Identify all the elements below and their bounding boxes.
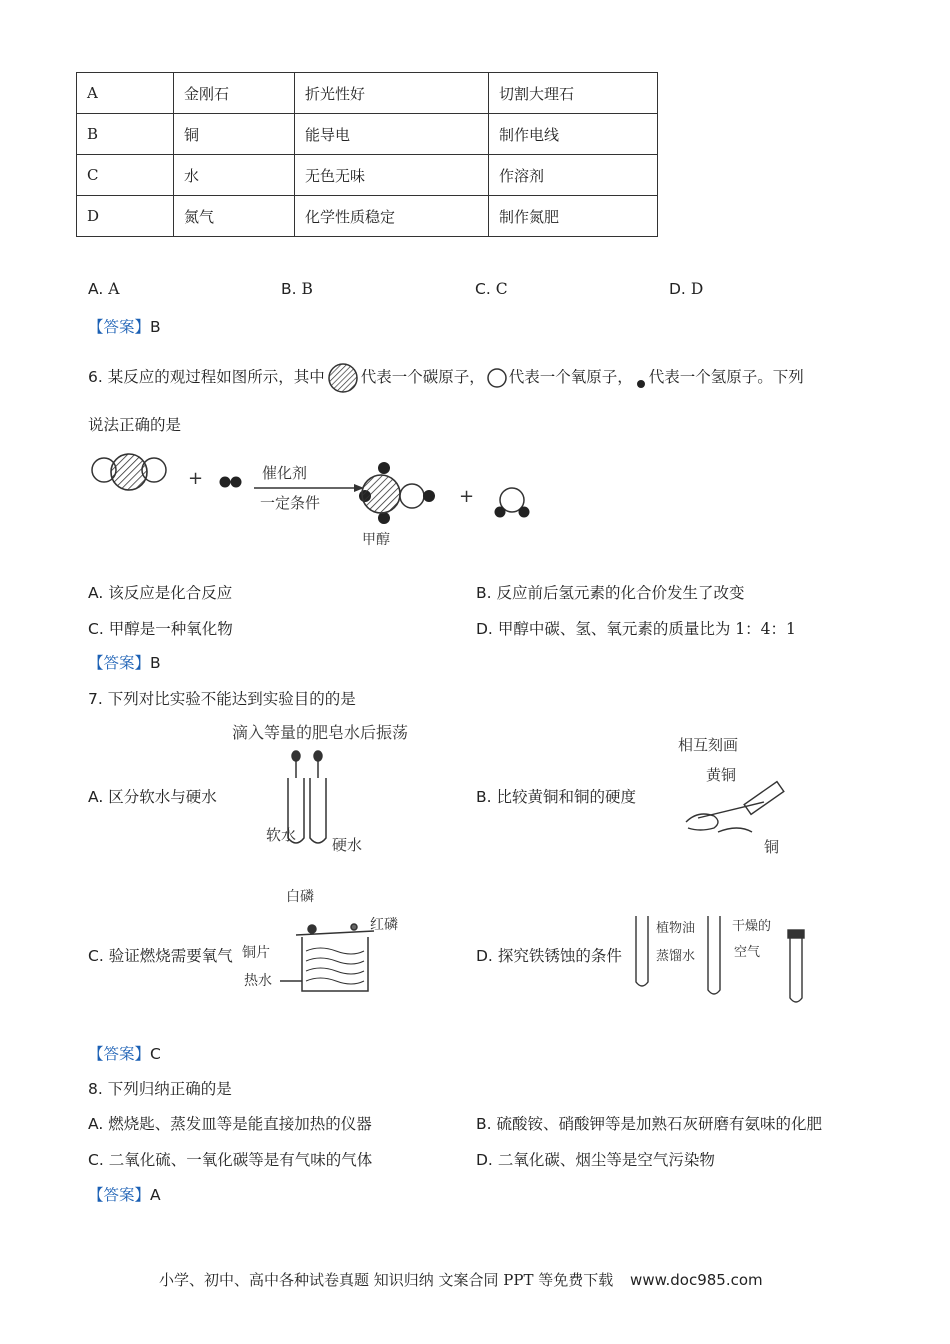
- q5-option-a: A. A: [88, 280, 120, 298]
- table-cell: 折光性好: [295, 73, 489, 114]
- catalyst-label: 催化剂: [262, 464, 308, 482]
- q6-stem-line2: 说法正确的是: [88, 416, 182, 434]
- q6-option-c: C. 甲醇是一种氧化物: [88, 620, 233, 638]
- fig-b-title: 相互刻画: [678, 736, 739, 754]
- carbon-atom-icon: [326, 362, 360, 394]
- table-cell: 化学性质稳定: [295, 196, 489, 237]
- water-molecule-icon: [495, 488, 530, 518]
- hydrogen-molecule-icon: [220, 477, 242, 488]
- brass-copper-figure: [678, 732, 798, 862]
- q5-option-d: D. D: [669, 280, 704, 298]
- condition-label: 一定条件: [260, 494, 321, 512]
- plus-sign: +: [188, 468, 204, 489]
- table-cell: 氮气: [174, 196, 295, 237]
- table-cell: B: [77, 114, 174, 155]
- table-cell: 水: [174, 155, 295, 196]
- table-cell: 制作电线: [489, 114, 658, 155]
- q8-answer: 【答案】A: [88, 1186, 161, 1204]
- table-row: [77, 155, 658, 196]
- carbon-dioxide-molecule-icon: [92, 454, 166, 490]
- reaction-arrow-icon: [254, 484, 364, 492]
- brass-label: 黄铜: [706, 766, 737, 784]
- properties-table: [76, 72, 658, 237]
- q8-option-d: D. 二氧化碳、烟尘等是空气污染物: [476, 1151, 715, 1169]
- q8-stem: 8. 下列归纳正确的是: [88, 1080, 232, 1098]
- soft-hard-water-figure: [228, 718, 458, 858]
- table-cell: C: [77, 155, 174, 196]
- reaction-diagram: [84, 448, 544, 554]
- footer: [159, 1269, 763, 1290]
- copper-plate-label: 铜片: [242, 945, 270, 961]
- q6-option-d: D. 甲醇中碳、氢、氧元素的质量比为 1：4：1: [476, 620, 796, 638]
- q8-option-a: A. 燃烧匙、蒸发皿等是能直接加热的仪器: [88, 1115, 372, 1133]
- dropper-icon: [292, 751, 322, 778]
- plus-sign: +: [459, 486, 475, 507]
- hard-water-label: 硬水: [332, 836, 363, 854]
- q6-option-a: A. 该反应是化合反应: [88, 584, 233, 602]
- q6-stem: 6. 某反应的观过程如图所示，其中 代表一个碳原子， 代表一个氧原子， 代表一个氢原子。下列: [88, 362, 804, 394]
- table-row: [77, 114, 658, 155]
- q8-option-c: C. 二氧化硫、一氧化碳等是有气味的气体: [88, 1151, 373, 1169]
- rusting-figure: [632, 910, 812, 1010]
- vegetable-oil-label: 植物油: [656, 921, 696, 936]
- q7-option-b: B. 比较黄铜和铜的硬度: [476, 788, 637, 806]
- q8-option-b: B. 硫酸铵、硝酸钾等是加熟石灰研磨有氨味的化肥: [476, 1115, 823, 1133]
- q5-option-c: C. C: [475, 280, 508, 298]
- table-cell: 作溶剂: [489, 155, 658, 196]
- footer-link[interactable]: www.doc985.com: [630, 1271, 763, 1289]
- fig-a-title: 滴入等量的肥皂水后振荡: [232, 723, 409, 742]
- methanol-molecule-icon: [359, 462, 435, 524]
- hydrogen-atom-icon: [634, 367, 648, 389]
- q6-option-b: B. 反应前后氢元素的化合价发生了改变: [476, 584, 745, 602]
- red-phosphorus-label: 红磷: [370, 917, 398, 933]
- table-cell: 能导电: [295, 114, 489, 155]
- white-phosphorus-label: 白磷: [286, 889, 314, 905]
- footer-text: 小学、初中、高中各种试卷真题 知识归纳 文案合同 PPT 等免费下载: [159, 1271, 614, 1289]
- table-cell: 无色无味: [295, 155, 489, 196]
- oxygen-atom-icon: [486, 367, 508, 389]
- table-cell: A: [77, 73, 174, 114]
- q7-option-d: D. 探究铁锈蚀的条件: [476, 947, 622, 965]
- copper-label: 铜: [764, 838, 780, 856]
- distilled-water-label: 蒸馏水: [656, 949, 696, 964]
- dry-label: 干燥的: [732, 919, 772, 934]
- table-cell: D: [77, 196, 174, 237]
- q5-option-b: B. B: [281, 280, 313, 298]
- q7-option-a: A. 区分软水与硬水: [88, 788, 217, 806]
- table-row: [77, 196, 658, 237]
- soft-water-label: 软水: [266, 826, 297, 844]
- hot-water-label: 热水: [244, 973, 272, 989]
- combustion-figure: [240, 885, 420, 997]
- methanol-label: 甲醇: [362, 532, 390, 548]
- air-label: 空气: [734, 945, 761, 960]
- hands-icon: [686, 782, 784, 832]
- table-cell: 制作氮肥: [489, 196, 658, 237]
- beaker-icon: [280, 924, 374, 991]
- q7-stem: 7. 下列对比实验不能达到实验目的的是: [88, 690, 356, 708]
- q7-option-c: C. 验证燃烧需要氧气: [88, 947, 233, 965]
- q5-answer: 【答案】B: [88, 318, 161, 336]
- table-row: [77, 73, 658, 114]
- q6-answer: 【答案】B: [88, 654, 161, 672]
- table-cell: 切割大理石: [489, 73, 658, 114]
- q7-answer: 【答案】C: [88, 1045, 161, 1063]
- table-cell: 铜: [174, 114, 295, 155]
- table-cell: 金刚石: [174, 73, 295, 114]
